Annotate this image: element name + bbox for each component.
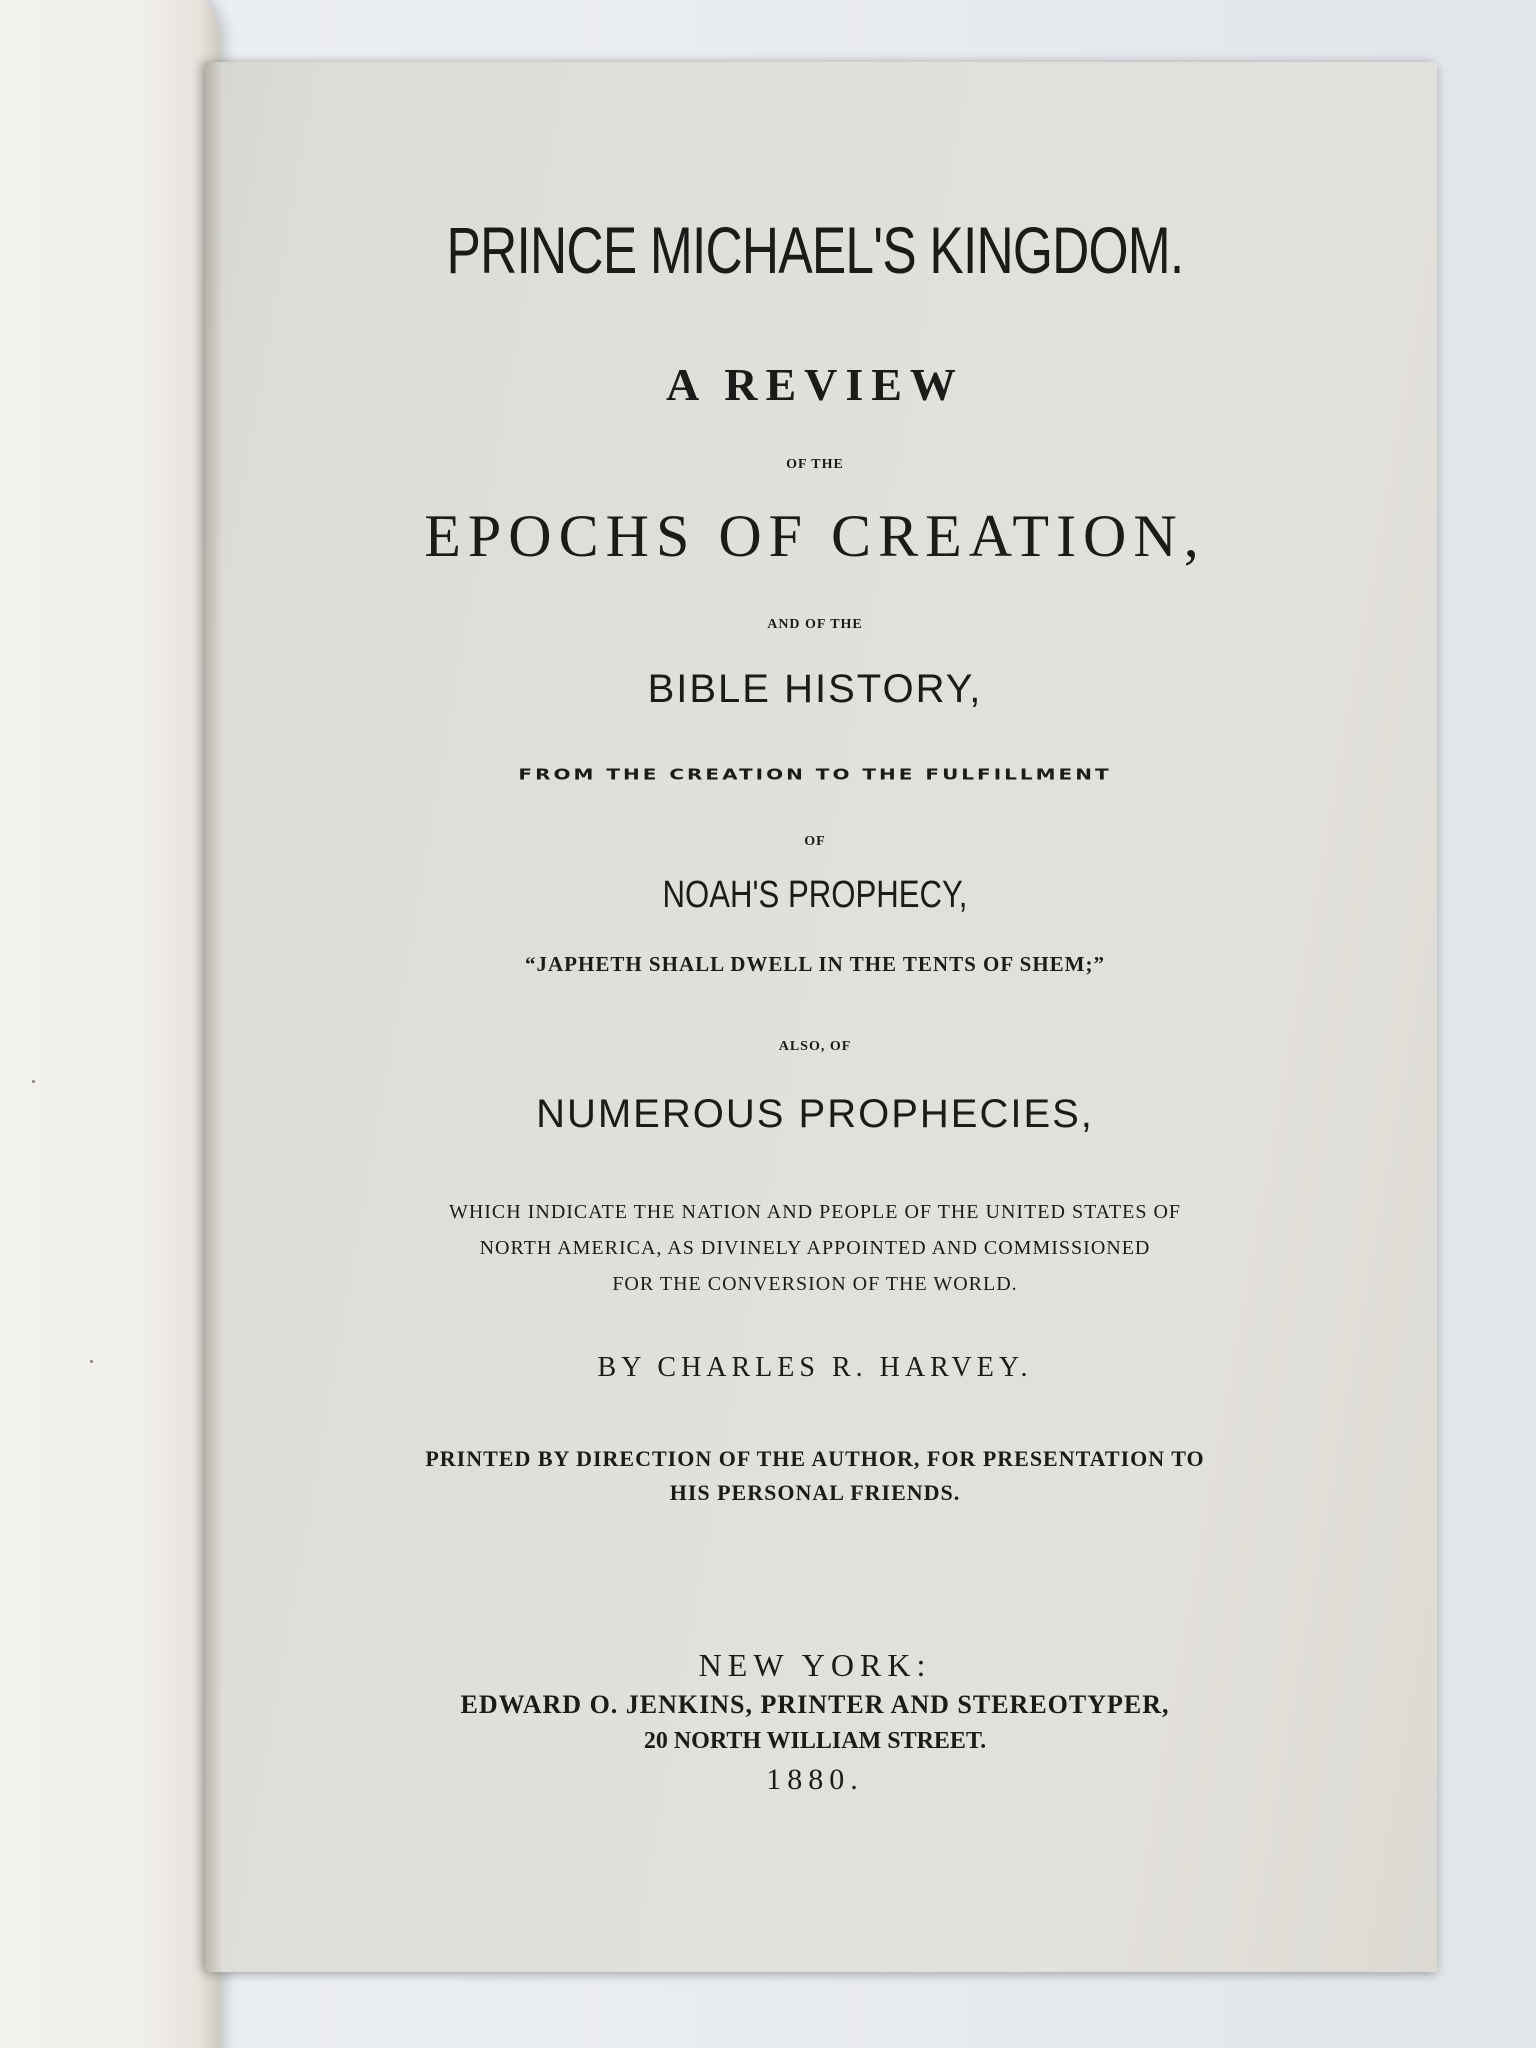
- of-block: [315, 834, 1315, 850]
- numerous-block: [315, 1092, 1315, 1137]
- also-of-text: ALSO, OF: [778, 1039, 852, 1054]
- imprint-address: 20 NORTH WILLIAM STREET.: [643, 1728, 987, 1754]
- and-of-the-text: AND OF THE: [767, 617, 863, 632]
- also-of-block: [315, 1039, 1315, 1055]
- numerous-prophecies-heading: NUMEROUS PROPHECIES,: [536, 1092, 1094, 1136]
- from-line: FROM THE CREATION TO THE FULFILLMENT: [518, 765, 1112, 783]
- review-heading: A REVIEW: [666, 359, 964, 410]
- of-the-text: OF THE: [786, 457, 844, 472]
- imprint-block: [315, 1647, 1315, 1797]
- noah-block: [315, 874, 1315, 917]
- imprint-city: NEW YORK:: [698, 1647, 932, 1683]
- review-block: [315, 358, 1315, 411]
- printed-line-1: PRINTED BY DIRECTION OF THE AUTHOR, FOR PRESENTATION TO: [425, 1446, 1205, 1471]
- main-title-block: [315, 212, 1315, 288]
- japheth-quote: “JAPHETH SHALL DWELL IN THE TENTS OF SHEM;”: [525, 952, 1105, 976]
- epochs-heading: EPOCHS OF CREATION,: [424, 503, 1206, 569]
- quote-block: [315, 952, 1315, 977]
- printed-line-2: HIS PERSONAL FRIENDS.: [669, 1480, 961, 1505]
- bible-history-block: [315, 667, 1315, 712]
- printed-block: [315, 1442, 1315, 1510]
- imprint-publisher: EDWARD O. JENKINS, PRINTER AND STEREOTYPER,: [460, 1690, 1170, 1719]
- from-line-block: [315, 762, 1315, 786]
- which-line-3: FOR THE CONVERSION OF THE WORLD.: [612, 1273, 1018, 1295]
- of-the-block: [315, 457, 1315, 473]
- paper-speck: [90, 1360, 93, 1363]
- bible-history-heading: BIBLE HISTORY,: [647, 667, 983, 711]
- byline-block: [315, 1352, 1315, 1384]
- of-text: OF: [804, 834, 826, 849]
- which-block: [315, 1194, 1315, 1302]
- which-line-2: NORTH AMERICA, AS DIVINELY APPOINTED AND COMMISSIONED: [479, 1237, 1151, 1259]
- epochs-block: [315, 502, 1315, 571]
- left-endpaper: [0, 0, 220, 2048]
- main-title: PRINCE MICHAEL'S KINGDOM.: [446, 213, 1184, 287]
- paper-speck: [32, 1080, 35, 1083]
- which-line-1: WHICH INDICATE THE NATION AND PEOPLE OF THE UNITED STATES OF: [448, 1201, 1182, 1223]
- noah-prophecy-heading: NOAH'S PROPHECY,: [662, 874, 968, 916]
- imprint-year: 1880.: [766, 1763, 864, 1796]
- author-byline: BY CHARLES R. HARVEY.: [597, 1352, 1033, 1383]
- and-of-the-block: [315, 617, 1315, 633]
- title-page: [205, 62, 1437, 1972]
